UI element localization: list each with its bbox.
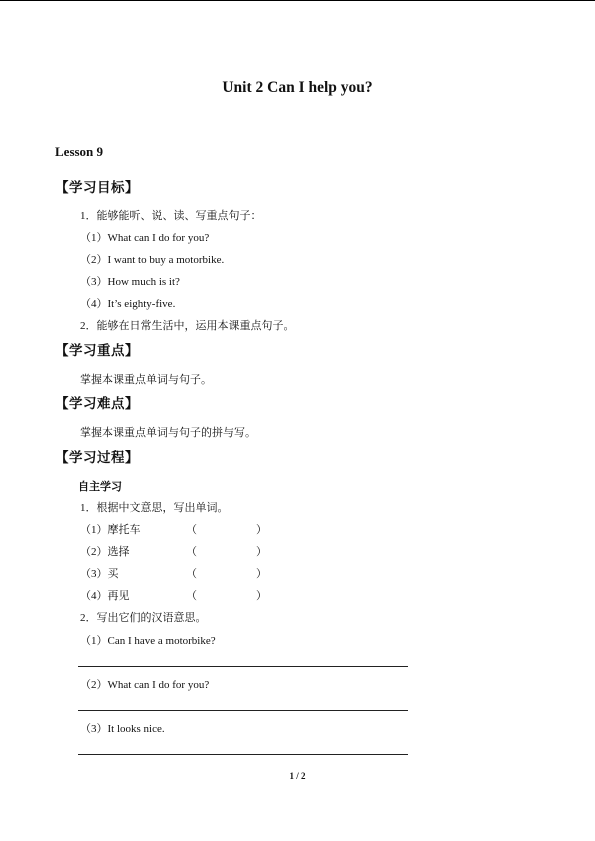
question-2: 2．写出它们的汉语意思。 [80, 612, 207, 624]
answer-line [78, 666, 408, 667]
blank-open-paren: （ [186, 590, 197, 602]
blank-close-paren: ） [256, 546, 267, 558]
blank-open-paren: （ [186, 568, 197, 580]
question-1: 1．根据中文意思，写出单词。 [80, 502, 229, 514]
translate-sentence: （1）Can I have a motorbike? [80, 635, 216, 647]
vocab-item-label: （1）摩托车 [80, 524, 141, 536]
goal-item-2: 2．能够在日常生活中，运用本课重点句子。 [80, 320, 295, 332]
section-process-heading: 【学习过程】 [55, 450, 139, 466]
blank-open-paren: （ [186, 546, 197, 558]
vocab-item-label: （2）选择 [80, 546, 130, 558]
goal-sentence: （1）What can I do for you? [80, 232, 210, 244]
difficulties-text: 掌握本课重点单词与句子的拼与写。 [80, 427, 256, 439]
lesson-heading: Lesson 9 [55, 144, 104, 159]
goal-item-1: 1．能够能听、说、读、写重点句子： [80, 210, 262, 222]
blank-close-paren: ） [256, 568, 267, 580]
section-difficulties-heading: 【学习难点】 [55, 396, 139, 412]
translate-sentence: （3）It looks nice. [80, 723, 165, 735]
translate-sentence: （2）What can I do for you? [80, 679, 210, 691]
self-study-subheading: 自主学习 [78, 480, 122, 493]
blank-close-paren: ） [256, 590, 267, 602]
goal-sentence: （3）How much is it? [80, 276, 180, 288]
vocab-item-label: （4）再见 [80, 590, 130, 602]
vocab-item-label: （3）买 [80, 568, 119, 580]
section-key-points-heading: 【学习重点】 [55, 343, 139, 359]
key-points-text: 掌握本课重点单词与句子。 [80, 374, 212, 386]
goal-sentence: （2）I want to buy a motorbike. [80, 254, 225, 266]
page-title: Unit 2 Can I help you? [222, 79, 373, 96]
section-goals-heading: 【学习目标】 [55, 180, 139, 196]
blank-close-paren: ） [256, 524, 267, 536]
page-number: 1 / 2 [289, 771, 306, 781]
goal-sentence: （4）It’s eighty-five. [80, 298, 176, 310]
page-top-border [0, 0, 595, 1]
blank-open-paren: （ [186, 524, 197, 536]
answer-line [78, 754, 408, 755]
answer-line [78, 710, 408, 711]
